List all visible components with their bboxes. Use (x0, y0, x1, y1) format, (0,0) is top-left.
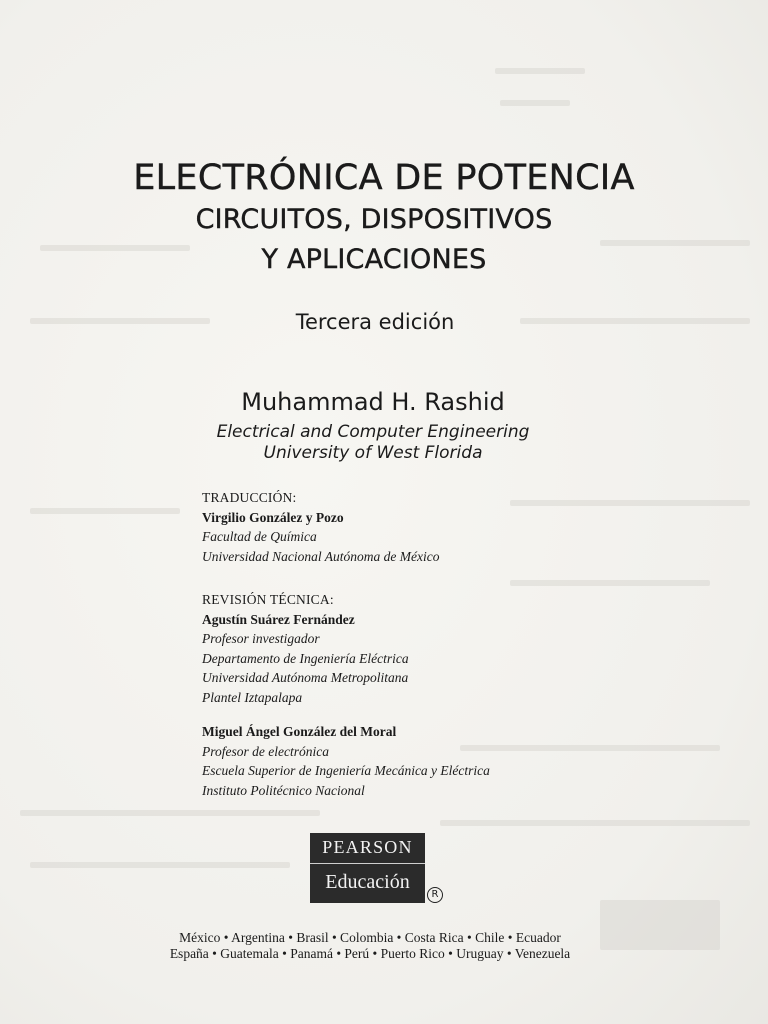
bleed-through-mark (30, 862, 290, 868)
translator-university: Universidad Nacional Autónoma de México (202, 548, 440, 564)
book-subtitle-line2: Y APLICACIONES (261, 244, 487, 275)
bleed-through-mark (495, 68, 585, 74)
book-subtitle-line1: CIRCUITOS, DISPOSITIVOS (195, 204, 553, 235)
author-name: Muhammad H. Rashid (241, 388, 505, 416)
bleed-through-mark (20, 810, 320, 816)
translation-heading: TRADUCCIÓN: (202, 490, 297, 505)
pearson-logo (310, 833, 425, 903)
technical-review-block (202, 590, 409, 707)
countries-line2: España • Guatemala • Panamá • Perú • Puerto Rico • Uruguay • Venezuela (169, 946, 571, 961)
bleed-through-mark (460, 745, 720, 751)
publisher-brand: PEARSON (322, 837, 413, 857)
countries-line1: México • Argentina • Brasil • Colombia • Costa Rica • Chile • Ecuador (179, 930, 561, 945)
reviewer-line: Universidad Autónoma Metropolitana (202, 670, 409, 685)
book-title: ELECTRÓNICA DE POTENCIA (133, 158, 635, 198)
reviewer-line: Departamento de Ingeniería Eléctrica (202, 650, 409, 666)
reviewer-line: Instituto Politécnico Nacional (202, 782, 365, 798)
author-affiliation-line1: Electrical and Computer Engineering (216, 422, 530, 442)
technical-review-block-2 (202, 722, 490, 800)
bleed-through-mark (500, 100, 570, 106)
bleed-through-mark (510, 500, 750, 506)
registered-trademark-icon: R (427, 887, 443, 903)
translator-name: Virgilio González y Pozo (202, 509, 344, 525)
translation-block (202, 488, 439, 566)
technical-review-heading: REVISIÓN TÉCNICA: (202, 592, 334, 607)
edition: Tercera edición (295, 310, 455, 334)
bleed-through-mark (30, 508, 180, 514)
bleed-through-mark (440, 820, 750, 826)
reviewer-line: Profesor investigador (202, 631, 320, 646)
bleed-through-mark (510, 580, 710, 586)
reviewer-name: Miguel Ángel González del Moral (202, 724, 397, 739)
publisher-imprint: Educación (325, 871, 410, 893)
author-affiliation-line2: University of West Florida (263, 443, 483, 463)
logo-divider (310, 863, 425, 864)
reviewer-line: Escuela Superior de Ingeniería Mecánica y Eléctrica (202, 763, 490, 778)
reviewer-line: Plantel Iztapalapa (202, 689, 303, 705)
reviewer-line: Profesor de electrónica (202, 743, 329, 759)
reviewer-name: Agustín Suárez Fernández (202, 611, 355, 627)
translator-faculty: Facultad de Química (202, 529, 317, 544)
